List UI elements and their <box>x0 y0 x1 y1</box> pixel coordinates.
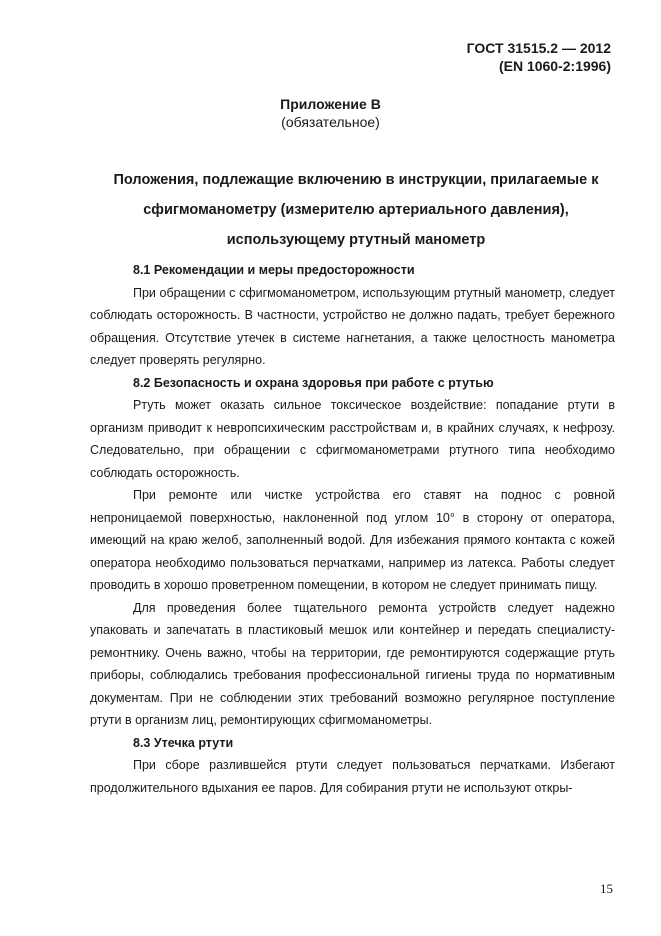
paragraph: Ртуть может оказать сильное токсическое воздействие: попадание ртути в организм приводит к невропсихическим расстройствам и, в крайних случаях, к нефрозу. Следовательно, при обращении с сфигмоманометрами ртутного типа необходимо соблюдать осторожность. <box>90 398 615 480</box>
paragraph: Для проведения более тщательного ремонта устройств следует надежно упаковать и запечатать в пластиковый мешок или контейнер и передать специалисту-ремонтнику. Очень важно, чтобы на территории, где ремонтируются содержащие ртуть приборы, соблюдались требования профессиональной гигиены труда по нормативным документам. При не соблюдении этих требований возможно регулярное поступление ртути в организм лиц, ремонтирующих сфигмоманометры. <box>90 600 615 727</box>
appendix-subtitle: (обязательное) <box>281 114 380 130</box>
paragraph: При обращении с сфигмоманометром, использующим ртутный манометр, следует соблюдать осторожность. В частности, устройство не должно падать, требует бережного обращения. Отсутствие утечек в системе нагнетания, а также целостность манометра следует проверять регулярно. <box>90 285 615 367</box>
paragraph: При сборе разлившейся ртути следует пользоваться перчатками. Избегают продолжительного вдыхания ее паров. Для собирания ртути не используют откры- <box>90 758 615 795</box>
paragraph: При ремонте или чистке устройства его ставят на поднос с ровной непроницаемой поверхностью, наклоненной под углом 10° в сторону от оператора, имеющий на краю желоб, заполненный водой. Для избежания прямого контакта с кожей оператора необходимо пользоваться перчатками, например из латекса. Работы следует проводить в хорошо проветренном помещении, в котором не следует принимать пищу. <box>90 488 615 592</box>
section-heading: 8.1 Рекомендации и меры предосторожности <box>133 263 415 277</box>
section-heading: 8.3 Утечка ртути <box>133 735 234 750</box>
document-body <box>90 259 615 799</box>
standard-number: ГОСТ 31515.2 — 2012 <box>466 40 611 56</box>
standard-equivalent: (EN 1060-2:1996) <box>498 58 611 74</box>
section-heading: 8.2 Безопасность и охрана здоровья при работе с ртутью <box>133 375 494 390</box>
document-header <box>467 39 611 75</box>
appendix-title: Приложение В <box>280 96 381 112</box>
section-title: Положения, подлежащие включению в инструкции, прилагаемые к сфигмоманометру (измерителю артериального давления), использующему ртутный манометр <box>113 172 599 248</box>
page-number: 15 <box>600 881 613 896</box>
